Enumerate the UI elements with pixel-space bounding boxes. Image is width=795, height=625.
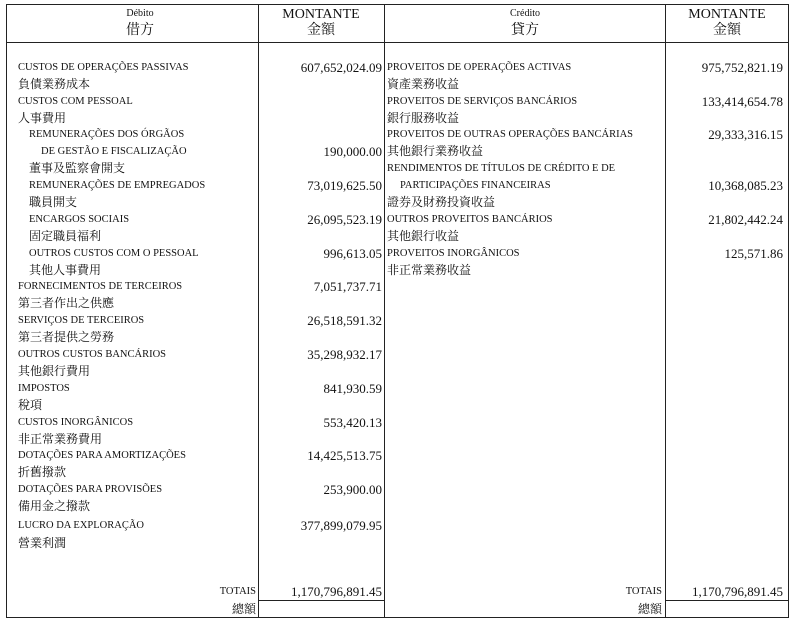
debit-amount: 553,420.13 (323, 415, 382, 430)
debit-label: LUCRO DA EXPLORAÇÃO (18, 520, 145, 531)
debit-amount: 377,899,079.95 (300, 518, 382, 533)
debit-header-pt: Débito (126, 8, 154, 19)
credit-total-amount: 1,170,796,891.45 (692, 584, 783, 599)
debit-label: CUSTOS DE OPERAÇÕES PASSIVAS (18, 62, 189, 73)
debit-label-zh: 營業利潤 (18, 536, 67, 550)
debit-label-zh: 稅項 (18, 398, 43, 412)
column-divider (258, 4, 259, 618)
credit-label-zh: 證券及財務投資收益 (387, 195, 496, 209)
debit-label-zh: 其他人事費用 (29, 263, 102, 277)
debit-total-label-zh: 總額 (231, 602, 256, 616)
amount-header-zh: 金額 (713, 23, 741, 38)
credit-label: PROVEITOS DE SERVIÇOS BANCÁRIOS (387, 96, 578, 107)
debit-label: ENCARGOS SOCIAIS (29, 214, 130, 225)
credit-header-zh: 貸方 (511, 23, 539, 38)
credit-label-zh: 其他銀行業務收益 (387, 144, 484, 158)
debit-label: OUTROS CUSTOS BANCÁRIOS (18, 349, 167, 360)
debit-label: DOTAÇÕES PARA AMORTIZAÇÕES (18, 450, 186, 461)
debit-amount: 607,652,024.09 (300, 60, 382, 75)
credit-label: PARTICIPAÇÕES FINANCEIRAS (400, 180, 551, 191)
debit-label: DE GESTÃO E FISCALIZAÇÃO (41, 146, 187, 157)
debit-label-zh: 人事費用 (18, 111, 67, 125)
amount-header-pt: MONTANTE (688, 7, 766, 22)
credit-amount: 125,571.86 (724, 246, 783, 261)
debit-label: REMUNERAÇÕES DOS ÓRGÃOS (29, 129, 185, 140)
debit-label: OUTROS CUSTOS COM O PESSOAL (29, 248, 199, 259)
debit-amount: 996,613.05 (323, 246, 382, 261)
credit-label-zh: 銀行服務收益 (387, 111, 460, 125)
debit-header-zh: 借方 (126, 23, 154, 38)
amount-header-pt: MONTANTE (282, 7, 360, 22)
debit-label-zh: 固定職員福利 (29, 229, 102, 243)
credit-label: RENDIMENTOS DE TÍTULOS DE CRÉDITO E DE (387, 163, 616, 174)
debit-label-zh: 折舊撥款 (18, 465, 67, 479)
credit-amount: 10,368,085.23 (708, 178, 783, 193)
debit-amount: 35,298,932.17 (307, 347, 382, 362)
debit-label: FORNECIMENTOS DE TERCEIROS (18, 281, 183, 292)
debit-amount: 26,095,523.19 (307, 212, 382, 227)
credit-label: PROVEITOS DE OUTRAS OPERAÇÕES BANCÁRIAS (387, 129, 634, 140)
credit-label: PROVEITOS INORGÂNICOS (387, 248, 520, 259)
debit-label: IMPOSTOS (18, 383, 70, 394)
credit-label-zh: 非正常業務收益 (387, 263, 472, 277)
credit-label-zh: 資產業務收益 (387, 77, 460, 91)
credit-label-zh: 其他銀行收益 (387, 229, 460, 243)
debit-label-zh: 第三者作出之供應 (18, 296, 115, 310)
debit-amount: 841,930.59 (323, 381, 382, 396)
debit-label: REMUNERAÇÕES DE EMPREGADOS (29, 180, 206, 191)
credit-total-label: TOTAIS (625, 586, 662, 597)
debit-label-zh: 第三者提供之勞務 (18, 330, 115, 344)
column-divider (665, 4, 666, 618)
credit-header-pt: Crédito (510, 8, 540, 19)
column-divider (384, 4, 385, 618)
debit-label-zh: 備用金之撥款 (18, 499, 91, 513)
total-underline (258, 600, 384, 601)
debit-label: SERVIÇOS DE TERCEIROS (18, 315, 145, 326)
credit-label: OUTROS PROVEITOS BANCÁRIOS (387, 214, 553, 225)
credit-total-label-zh: 總額 (637, 602, 662, 616)
debit-amount: 190,000.00 (323, 144, 382, 159)
debit-amount: 26,518,591.32 (307, 313, 382, 328)
debit-label-zh: 負債業務成本 (18, 77, 91, 91)
credit-label: PROVEITOS DE OPERAÇÕES ACTIVAS (387, 62, 572, 73)
credit-amount: 975,752,821.19 (701, 60, 783, 75)
header-divider (6, 42, 789, 43)
debit-total-amount: 1,170,796,891.45 (291, 584, 382, 599)
debit-label-zh: 其他銀行費用 (18, 364, 91, 378)
credit-amount: 133,414,654.78 (701, 94, 783, 109)
debit-label: DOTAÇÕES PARA PROVISÕES (18, 484, 163, 495)
amount-header-zh: 金額 (307, 23, 335, 38)
debit-total-label: TOTAIS (219, 586, 256, 597)
debit-label-zh: 非正常業務費用 (18, 432, 103, 446)
debit-amount: 253,900.00 (323, 482, 382, 497)
debit-label-zh: 董事及監察會開支 (29, 161, 126, 175)
debit-label-zh: 職員開支 (29, 195, 78, 209)
credit-amount: 21,802,442.24 (708, 212, 783, 227)
debit-label: CUSTOS COM PESSOAL (18, 96, 133, 107)
credit-amount: 29,333,316.15 (708, 127, 783, 142)
debit-amount: 7,051,737.71 (313, 279, 382, 294)
debit-amount: 73,019,625.50 (307, 178, 382, 193)
total-underline (665, 600, 789, 601)
debit-amount: 14,425,513.75 (307, 448, 382, 463)
debit-label: CUSTOS INORGÂNICOS (18, 417, 134, 428)
